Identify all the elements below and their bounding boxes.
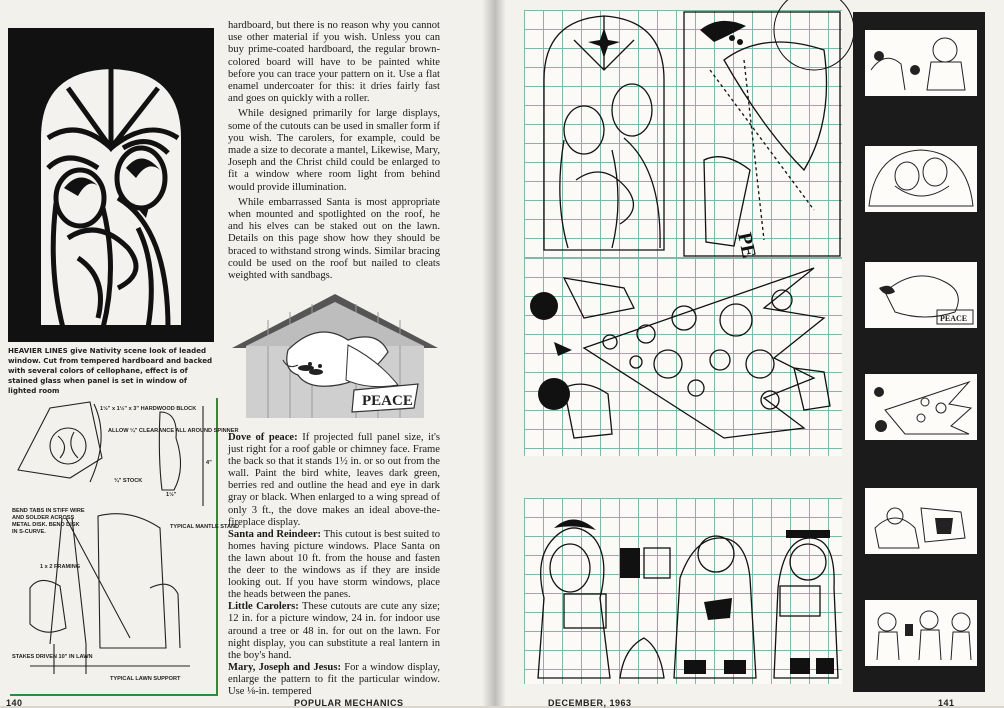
santa-heading: Santa and Reindeer: (228, 528, 322, 540)
paragraph-mary-joseph (228, 662, 440, 698)
thumbnail-carolers (865, 600, 977, 666)
article-column-lower (228, 432, 440, 698)
santa-text: This cutout is best suited to homes having picture windows. Place Santa on the lawn about 10 ft. from the house and fasten the deer to the windows as if they are inside looking out. If you have storm windows, place the heads between the panes. (228, 528, 440, 601)
paragraph-dove (228, 432, 440, 529)
issue-date: DECEMBER, 1963 (548, 698, 632, 708)
thumbnail-peace-text: PEACE (940, 314, 968, 323)
paragraph-carolers (228, 601, 440, 661)
nativity-window-image (8, 28, 214, 342)
caption-body: give Nativity scene look of leaded window. Cut from tempered hardboard and backed with several colors of cellophane, effect is of stained glass when panel is set in window of lighted room (8, 346, 213, 395)
dove-of-peace-illustration (228, 290, 442, 420)
label-framing: 1 x 2 FRAMING (40, 564, 81, 570)
dove-text: If projected full panel size, it's just right for a roof gable or chimney face. Frame the back so that it stands 1½ in. or so out from the wall. Paint the bird white, leaves dark green, berries red and outline the head and eye in dark gray or black. When enlarged to a wing spread of only 3 ft., the dove makes an ideal above-the-fireplace display. (228, 432, 440, 528)
label-bend-tabs-4: IN S-CURVE. (12, 529, 46, 535)
nativity-and-dove-pattern-grid (524, 10, 842, 258)
dove-banner-text: PEACE (362, 393, 413, 409)
carolers-pattern-grid (524, 498, 842, 684)
dove-heading: Dove of peace: (228, 432, 298, 443)
paragraph-smaller-form: While designed primarily for large displays, some of the cutouts can be used in smaller form if you wish. The carolers, for example, could be made a size to decorate a mantel, Likewise, Mary, Joseph and the Christ child could be enlarged to fit a window where room light from behind would provide illumination. (228, 108, 440, 193)
photo-strip (853, 12, 985, 692)
label-lawn-support: TYPICAL LAWN SUPPORT (110, 676, 181, 682)
magazine-title: POPULAR MECHANICS (294, 698, 404, 708)
label-dim-1half: 1½" (166, 492, 177, 498)
carolers-heading: Little Carolers: (228, 601, 299, 613)
label-bend-tabs-2: AND SOLDER ACROSS (12, 515, 75, 521)
paragraph-santa-bracing: While embarrassed Santa is most appropriate when mounted and spotlighted on the roof, he and his elves can be staked out on the lawn. Details on this page show how they should be braced to withstand strong winds. Similar bracing could be used on the roof but nailed to cleats weighted with sandbags. (228, 196, 440, 282)
thumbnail-nativity (865, 146, 977, 212)
label-stock: ¾" STOCK (114, 478, 143, 484)
label-stakes: STAKES DRIVEN 10" IN LAWN (12, 654, 93, 660)
label-hardwood-block: 1½" x 1½" x 3" HARDWOOD BLOCK (100, 406, 197, 412)
article-column-upper (228, 20, 440, 285)
nativity-caption (8, 346, 216, 396)
bracing-detail-drawing (10, 398, 240, 696)
carolers-text: These cutouts are cute any size; 12 in. for a picture window, 24 in. for indoor use around a tree or 48 in. for out on the lawn. For night display, you can substitute a real lantern in the boy's hand. (228, 601, 440, 661)
page-gutter (482, 0, 506, 706)
thumbnail-santa-reindeer (865, 30, 977, 96)
thumbnail-dove (865, 262, 977, 328)
label-dim-4: 4" (206, 460, 212, 466)
label-bend-tabs: BEND TABS IN STIFF WIRE (12, 508, 85, 514)
thumbnail-santa-sleigh (865, 488, 977, 554)
page-number-left: 140 (6, 698, 23, 708)
santa-tree-pattern-grid (524, 258, 842, 456)
label-clearance: ALLOW ¼" CLEARANCE ALL AROUND SPINNER (108, 428, 239, 434)
label-mantle-stand: TYPICAL MANTLE STAND (170, 524, 240, 530)
mary-joseph-text: For a window display, enlarge the pattern to fit the particular window. Use ⅛-in. tempered (228, 661, 440, 697)
thumbnail-santa-tree (865, 374, 977, 440)
page-number-right: 141 (938, 698, 955, 708)
caption-lead: HEAVIER LINES (8, 346, 68, 355)
paragraph-santa (228, 529, 440, 602)
paragraph-hardboard: hardboard, but there is no reason why you cannot use other material if you wish. Unless you can buy prime-coated hardboard, the regular brown-colored board will have to be painted white before you can trace your pattern on it. Use a flat enamel undercoater for this: it dries fairly fast and goes on quickly with a roller. (228, 20, 440, 105)
mary-joseph-heading: Mary, Joseph and Jesus: (228, 661, 341, 673)
label-bend-tabs-3: METAL DISK. BEND DISK (12, 522, 80, 528)
